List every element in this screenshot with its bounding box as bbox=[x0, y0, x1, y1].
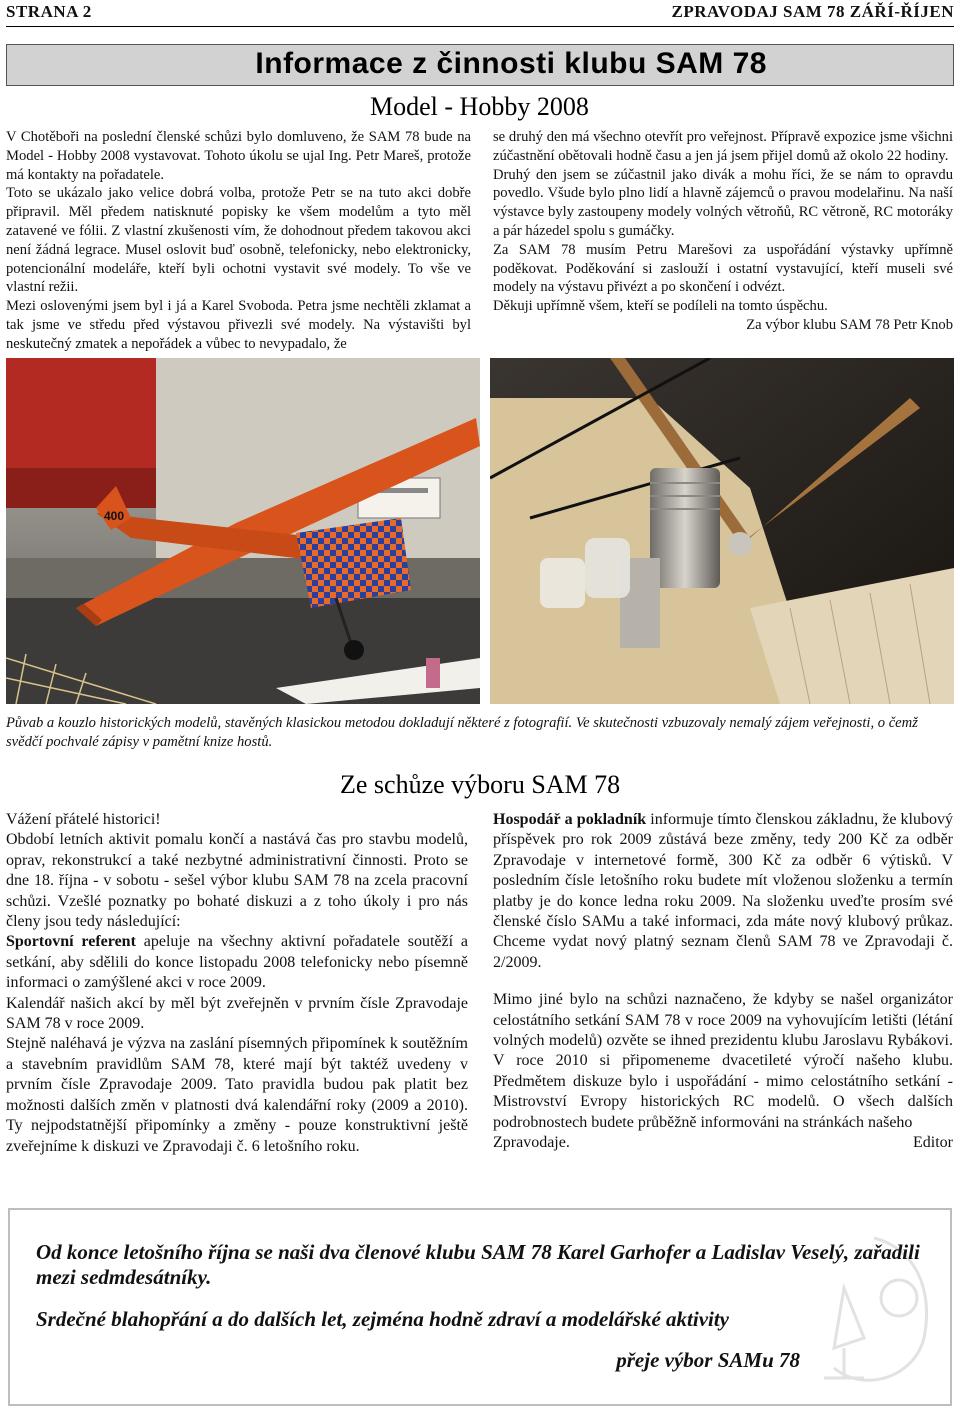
article1-paragraph: Mezi oslovenými jsem byl i já a Karel Svoboda. Petra jsme nechtěli zklamat a tak jsme ve středu před výstavou přivezli své modely. Na výstavišti byl neskutečný zmatek a nepořádek a vůbec to nevypadalo, že bbox=[6, 298, 471, 352]
congrats-wishes: Srdečné blahopřání a do dalších let, zejména hodně zdraví a modelářské aktivity bbox=[36, 1307, 729, 1331]
page-number: STRANA 2 bbox=[6, 2, 92, 21]
article-title-model-hobby: Model - Hobby 2008 bbox=[370, 92, 589, 121]
treasurer-label: Hospodář a pokladník bbox=[493, 811, 647, 828]
article1-paragraph: Druhý den jsem se zúčastnil jako divák a mohu říci, že se nám to opravdu povedlo. Všude bylo plno lidí a hlavně zájemců o pravou modelařinu. Na naší výstavce byly zastoupeny modely volných větroňů, RC větroně, RC motoráky a pár házedel spolu s gumáčky. bbox=[493, 166, 953, 239]
article1-signature: Za výbor klubu SAM 78 Petr Knob bbox=[746, 316, 953, 333]
article2-right-column bbox=[493, 810, 953, 1154]
article2-paragraph bbox=[493, 810, 953, 973]
sports-referee-text: apeluje na všechny aktivní pořadatele soutěží a setkání, aby sdělili do konce listopadu 2008 telefonicky nebo písemně informaci o zamýšlené akci v roce 2009. bbox=[6, 933, 468, 992]
article1-left-column bbox=[6, 128, 471, 354]
article-title-committee: Ze schůze výboru SAM 78 bbox=[340, 770, 621, 799]
article2-paragraph: Stejně naléhavá je výzva na zaslání písemných připomínek k soutěžním a stavebním pravidlům SAM 78, které mají být taktéž uvedeny v prvním čísle Zpravodaje 2009. Tato pravidla budou pak platit bez možnosti dalších změn v platnosti dvá kalendářní roky (2009 a 2010). Ty nejpodstatnější připomínky a změny - pouze konstruktivní ještě zveřejníme k diskuzi ve Zpravodaji č. 6 letošního roku. bbox=[6, 1035, 468, 1155]
article1-paragraph: V Chotěboři na poslední členské schůzi bylo domluveno, že SAM 78 bude na Model - Hobby 2008 vystavovat. Tohoto úkolu se ujal Ing. Petr Mareš, protože má kontakty na pořadatele. bbox=[6, 129, 471, 183]
article1-paragraph: se druhý den má všechno otevřít pro veřejnost. Přípravě expozice jsme všichni zúčastnění obětovali hodně času a jen já jsem přijel domů až okolo 22 hodiny. bbox=[493, 129, 953, 164]
article1-paragraph: Děkuji upřímně všem, kteří se podíleli na tomto úspěchu. bbox=[493, 298, 828, 315]
congrats-announcement: Od konce letošního října se naši dva členové klubu SAM 78 Karel Garhofer a Ladislav Veselý, zařadili mezi sedmdesátníky. bbox=[36, 1240, 920, 1289]
article2-paragraph bbox=[6, 932, 468, 993]
section-banner bbox=[6, 44, 954, 86]
photo-engine-closeup bbox=[490, 358, 954, 704]
article2-closing-line bbox=[493, 1133, 953, 1153]
article2-left-column bbox=[6, 810, 468, 1157]
article2-signature: Editor bbox=[913, 1134, 953, 1152]
photo-engine-image bbox=[490, 358, 954, 704]
article2-last-word: Zpravodaje. bbox=[493, 1134, 570, 1152]
page-header bbox=[6, 2, 954, 24]
photo-caption: Půvab a kouzlo historických modelů, stavěných klasickou metodou dokladují některé z fotografií. Ve skutečnosti vzbuzovaly nemalý zájem veřejnosti, o čemž svědčí pochvalé zápisy v pamětní knize hostů. bbox=[6, 715, 918, 750]
article2-greeting: Vážení přátelé historici! bbox=[6, 811, 161, 828]
banner-title: Informace z činnosti klubu SAM 78 bbox=[255, 47, 767, 80]
publication-title: ZPRAVODAJ SAM 78 ZÁŘÍ-ŘÍJEN bbox=[671, 2, 954, 21]
treasurer-text: informuje tímto členskou základnu, že klubový příspěvek pro rok 2009 zůstává beze změny, tedy 200 Kč za odběr Zpravodaje v internetové formě, 300 Kč za odběr 6 výtisků. V posledním čísle letošního roku budete mít vloženou složenku a termín platby je do konce ledna roku 2009. Na složenku uveďte prosím své členské číslo SAMu a také informaci, zda máte nový klubový průkaz. Chceme vydat nový platný seznam členů SAM 78 ve Zpravodaji č. 2/2009. bbox=[493, 811, 954, 971]
article1-paragraph: Toto se ukázalo jako velice dobrá volba, protože Petr se na tuto akci dobře připravil. Měl předem natisknuté popisky ke všem modelům a tyto měl zatavené ve fólii. Z vlastní zkušenosti vím, že dohodnout předem takovou akci není žádná legrace. Musel oslovit buď osobně, telefonicky, nebo elektronicky, potencionální modeláře, kteří byli ochotni vystavit své modely. To vše ve vlastní režii. bbox=[6, 185, 471, 296]
congrats-signature: přeje výbor SAMu 78 bbox=[616, 1348, 800, 1372]
photo-orange-airplane-image bbox=[6, 358, 480, 704]
header-rule bbox=[6, 26, 954, 27]
article2-paragraph: Období letních aktivit pomalu končí a nastává čas pro stavbu modelů, oprav, rekonstrukcí a také nezbytné administrativní činnosti. Proto se dne 18. října - v sobotu - sešel výbor klubu SAM 78 na zcela pracovní schůzi. Vzešlé poznatky po bohaté diskuzi a z toho úkoly i pro nás členy jsou tedy následující: bbox=[6, 831, 468, 931]
congratulations-box bbox=[8, 1208, 952, 1406]
sports-referee-label: Sportovní referent bbox=[6, 933, 136, 951]
paragraph-gap bbox=[493, 973, 953, 990]
article1-right-column bbox=[493, 128, 953, 335]
article2-paragraph: Mimo jiné bylo na schůzi naznačeno, že kdyby se našel organizátor celostátního setkání SAM 78 v roce 2009 na vyhovujícím letišti (létání volných modelů) ozvěte se ihned prezidentu klubu Jaroslavu Rybákovi. V roce 2010 si připomeneme dvacetileté výročí našeho klubu. Předmětem diskuze bylo i uspořádání - mimo celostátního setkání - Mistrovství Evropy historických RC modelů. O všech dalších podrobnostech budete průběžně informováni na stránkách našeho bbox=[493, 991, 953, 1131]
article1-paragraph: Za SAM 78 musím Petru Marešovi za uspořádání výstavky upřímně poděkovat. Poděkování si zaslouží i ostatní vystavující, kteří museli své modely na výstavu přivézt a po skončení i odvézt. bbox=[493, 241, 953, 296]
photo-tail-number: 400 bbox=[104, 509, 125, 523]
photo-orange-airplane bbox=[6, 358, 480, 704]
article2-paragraph: Kalendář našich akcí by měl být zveřejněn v prvním čísle Zpravodaje SAM 78 v roce 2009. bbox=[6, 994, 468, 1033]
